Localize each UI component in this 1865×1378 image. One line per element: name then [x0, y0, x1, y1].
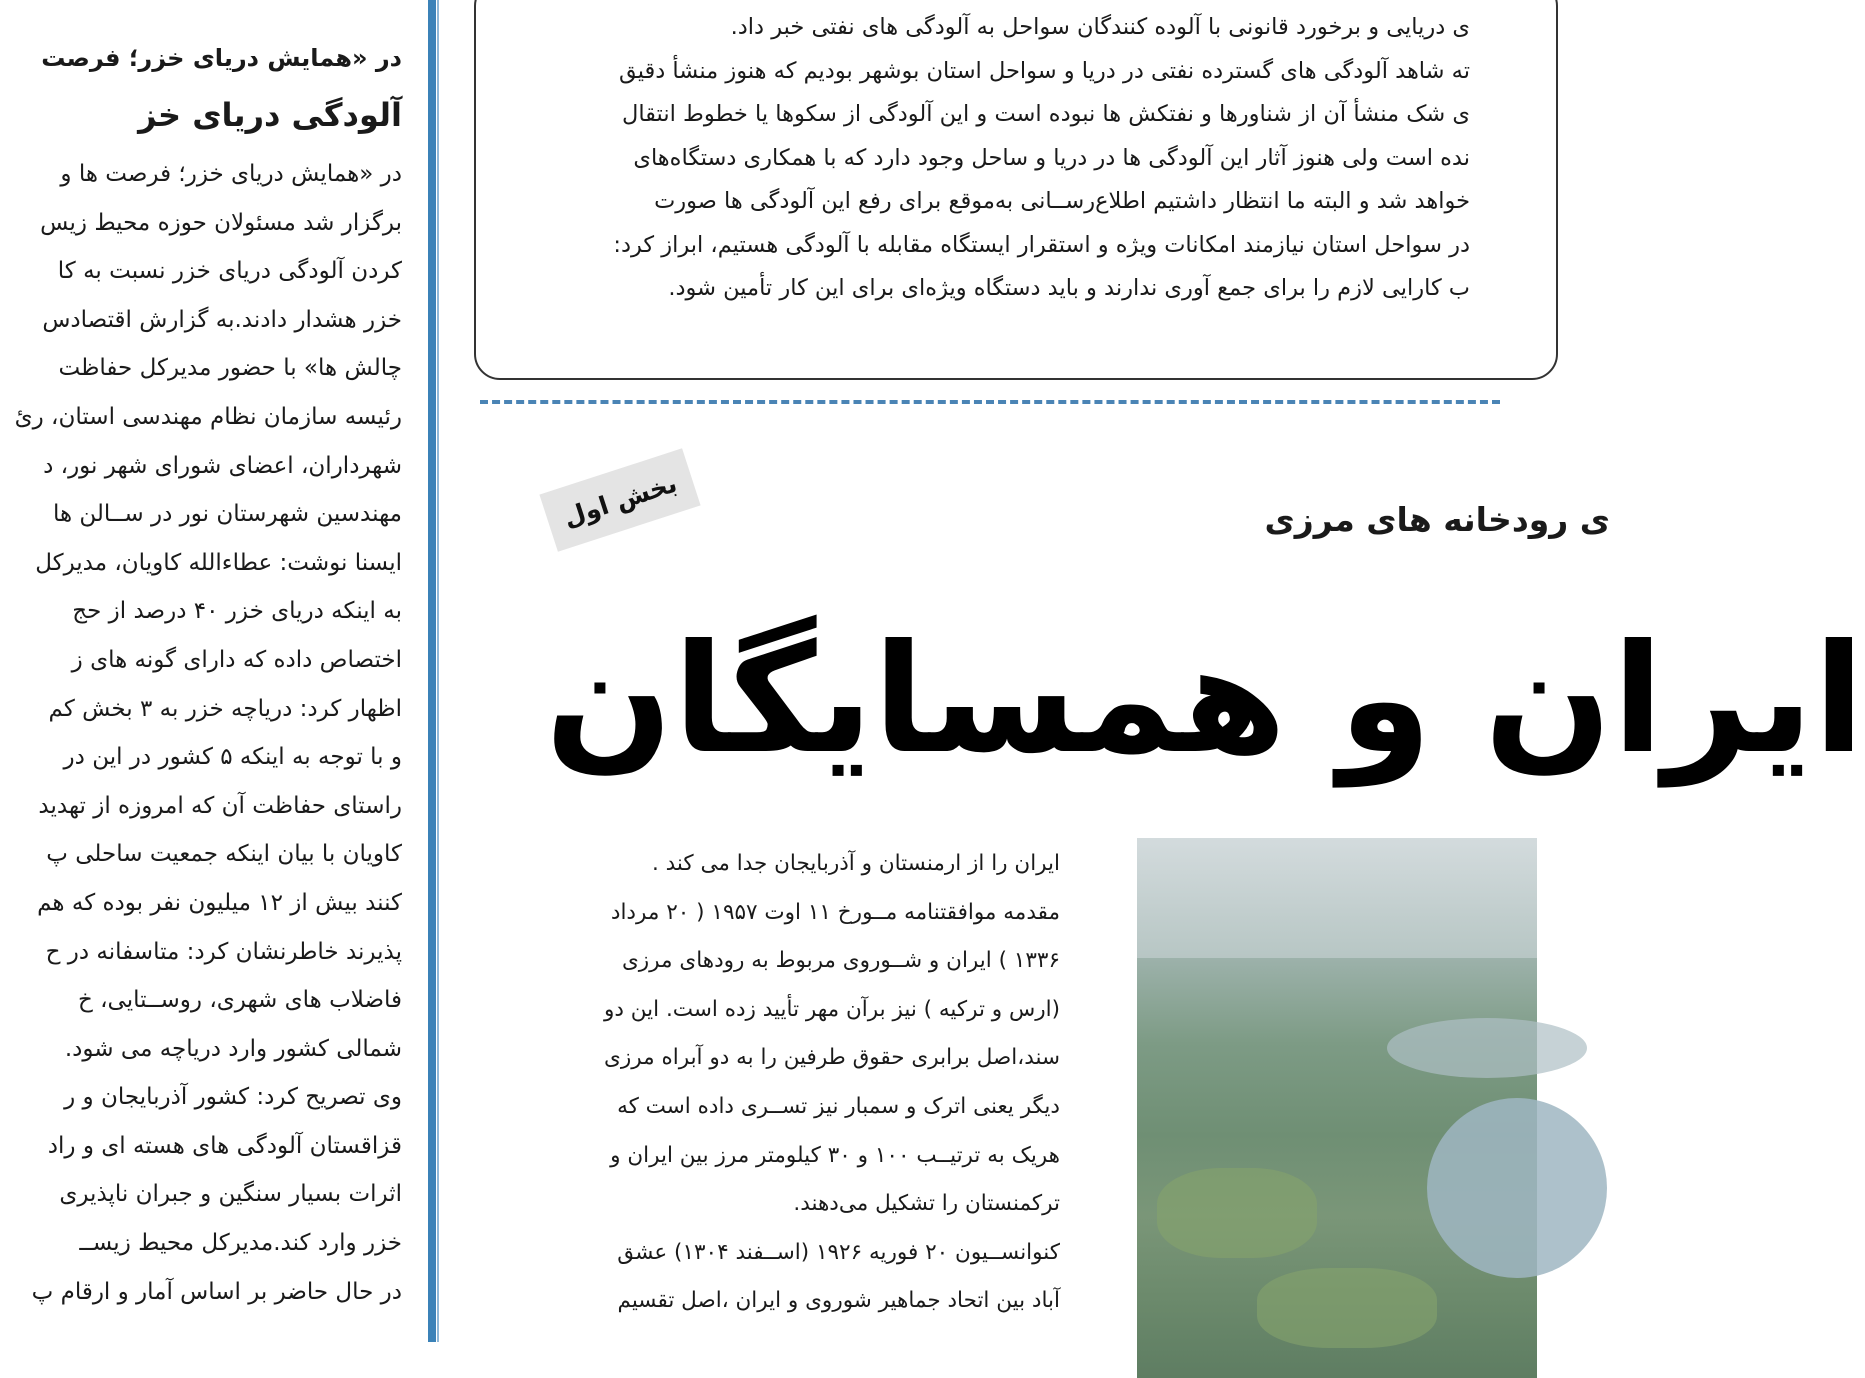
left-article-title: آلودگی دریای خز: [138, 96, 402, 134]
left-article-line: در حال حاضر بر اساس آمار و ارقام پ: [31, 1278, 402, 1305]
left-article-line: اظهار کرد: دریاچه خزر به ۳ بخش کم: [48, 695, 402, 722]
left-article-line: وی تصریح کرد: کشور آذربایجان و ر: [64, 1084, 402, 1111]
photo-water: [1427, 1098, 1607, 1278]
photo-field: [1257, 1268, 1437, 1348]
part-badge: [539, 448, 700, 551]
left-article-line: کاویان با بیان اینکه جمعیت ساحلی پ: [46, 841, 402, 868]
left-article-line: خزر وارد کند.مدیرکل محیط زیســ: [79, 1230, 402, 1257]
left-article-line: شمالی کشور وارد دریاچه می شود.: [64, 1035, 402, 1062]
top-article-line: ته شاهد آلودگی های گسترده نفتی در دریا و سواحل استان بوشهر بودیم که هنوز منشأ دقیق: [618, 57, 1470, 84]
top-article-box: [474, 0, 1558, 380]
left-article-line: خزر هشدار دادند.به گزارش اقتصادس: [42, 306, 402, 333]
left-article: [0, 0, 432, 1342]
left-article-line: رئیسه سازمان نظام مهندسی استان، رئ: [14, 403, 402, 430]
left-column-border-inner: [437, 0, 439, 1342]
photo-water-far: [1387, 1018, 1587, 1078]
landscape-photo: [1137, 838, 1537, 1378]
top-article-line: نده است ولی هنوز آثار این آلودگی ها در دریا و ساحل وجود دارد که با همکاری دستگاه‌های: [633, 144, 1470, 171]
left-article-line: فاضلاب های شهری، روســتایی، خ: [77, 987, 402, 1014]
left-article-line: به اینکه دریای خزر ۴۰ درصد از حج: [72, 598, 402, 625]
left-article-line: ایسنا نوشت: عطاءالله کاویان، مدیرکل: [35, 549, 402, 576]
left-article-body: [15, 150, 402, 1316]
photo-field: [1157, 1168, 1317, 1258]
left-article-line: چالش ها» با حضور مدیرکل حفاظت: [58, 355, 402, 382]
feature-body-line: ایران را از ارمنستان و آذربایجان جدا می کند .: [651, 851, 1060, 876]
feature-body-line: دیگر یعنی اترک و سمبار نیز تســری داده است که: [617, 1093, 1060, 1119]
left-article-line: مهندسین شهرستان نور در ســالن ها: [52, 501, 402, 528]
left-article-line: و با توجه به اینکه ۵ کشور در این در: [63, 744, 402, 771]
feature-body: [480, 840, 1060, 1326]
left-article-line: اختصاص داده که دارای گونه های ز: [71, 646, 402, 673]
feature-body-line: ۱۳۳۶ ) ایران و شــوروی مربوط به رودهای مرزی: [621, 948, 1060, 974]
left-article-line: در «همایش دریای خزر؛ فرصت ها و: [60, 161, 402, 187]
left-article-line: کردن آلودگی دریای خزر نسبت به کا: [57, 258, 402, 285]
top-article-line: ی شک منشأ آن از شناورها و نفتکش ها نبوده است و این آلودگی از سکوها یا خطوط انتقال: [621, 101, 1470, 127]
left-article-line: برگزار شد مسئولان حوزه محیط زیس: [40, 209, 402, 236]
feature-body-line: هریک به ترتیــب ۱۰۰ و ۳۰ کیلومتر مرز بین ایران و: [610, 1142, 1060, 1168]
top-article-line: ی دریایی و برخورد قانونی با آلوده کنندگان سواحل به آلودگی های نفتی خبر داد.: [730, 14, 1470, 40]
top-article-line: خواهد شد و البته ما انتظار داشتیم اطلاع‌رســانی به‌موقع برای رفع این آلودگی ها صورت: [654, 188, 1470, 214]
left-article-line: کنند بیش از ۱۲ میلیون نفر بوده که هم: [37, 889, 402, 916]
feature-headline: ایران و همسایگان: [545, 613, 1865, 787]
top-article-line: در سواحل استان نیازمند امکانات ویژه و استقرار ایستگاه مقابله با آلودگی هستیم، ابراز کرد:: [613, 231, 1470, 258]
left-article-line: شهرداران، اعضای شورای شهر نور، د: [43, 452, 402, 479]
top-article-line: ب کارایی لازم را برای جمع آوری ندارند و باید دستگاه ویژه‌ای برای این کار تأمین شود.: [668, 275, 1470, 301]
feature-body-line: (ارس و ترکیه ) نیز برآن مهر تأیید زده است. این دو: [604, 996, 1060, 1022]
photo-sky: [1137, 838, 1537, 958]
feature-body-line: سند،اصل برابری حقوق طرفین را به دو آبراه مرزی: [604, 1045, 1060, 1071]
feature-subheadline: ی رودخانه های مرزی: [1264, 500, 1610, 539]
left-article-line: اثرات بسیار سنگین و جبران ناپذیری: [59, 1181, 402, 1208]
dashed-divider: [480, 400, 1500, 404]
left-article-line: راستای حفاظت آن که امروزه از تهدید: [38, 792, 402, 819]
feature-body-line: کنوانســیون ۲۰ فوریه ۱۹۲۶ (اســفند ۱۳۰۴) عشق: [617, 1239, 1060, 1265]
feature-body-line: مقدمه موافقتنامه مــورخ ۱۱ اوت ۱۹۵۷ ( ۲۰ مرداد: [610, 899, 1060, 925]
feature-body-line: ترکمنستان را تشکیل می‌دهند.: [793, 1191, 1060, 1217]
left-article-kicker: در «همایش دریای خزر؛ فرصت: [41, 44, 402, 72]
left-column-border: [428, 0, 436, 1342]
left-article-line: قزاقستان آلودگی های هسته ای و راد: [47, 1132, 402, 1159]
feature-body-line: آباد بین اتحاد جماهیر شوروی و ایران ،اصل تقسیم: [617, 1288, 1060, 1314]
left-article-line: پذیرند خاطرنشان کرد: متاسفانه در ح: [45, 938, 402, 965]
part-badge-label: بخش اول: [559, 468, 681, 532]
top-article-body: [613, 6, 1470, 311]
